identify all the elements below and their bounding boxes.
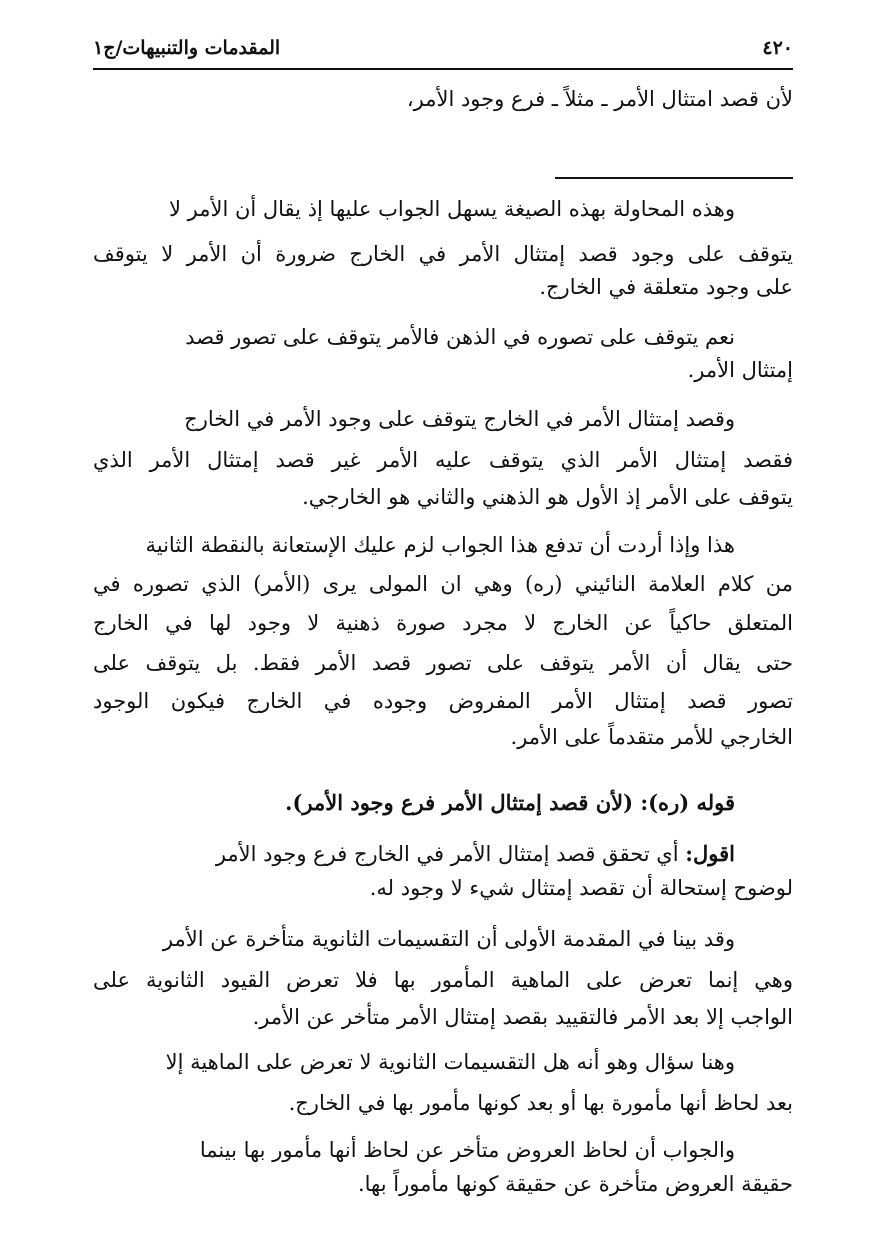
paragraph-7-line-2: حقيقة العروض متأخرة عن حقيقة كونها مأموراً بها. <box>357 1172 793 1196</box>
paragraph-5-line-2: وهي إنما تعرض على الماهية المأمور بها فلا تعرض القيود الثانوية على <box>93 968 793 992</box>
paragraph-4-line-1: هذا وإذا أردت أن تدفع هذا الجواب لزم عليك الإستعانة بالنقطة الثانية <box>145 533 735 557</box>
paragraph-1-line-2: يتوقف على وجود قصد إمتثال الأمر في الخارج ضرورة أن الأمر لا يتوقف <box>93 242 793 266</box>
paragraph-1-line-3: على وجود متعلقة في الخارج. <box>539 275 793 299</box>
comment-text: أي تحقق قصد إمتثال الأمر في الخارج فرع وجود الأمر <box>215 842 686 866</box>
paragraph-1-line-1: وهذه المحاولة بهذه الصيغة يسهل الجواب عليها إذ يقال أن الأمر لا <box>168 197 735 221</box>
paragraph-6-line-2: بعد لحاظ أنها مأمورة بها أو بعد كونها مأمور بها في الخارج. <box>288 1091 793 1115</box>
paragraph-5-line-1: وقد بينا في المقدمة الأولى أن التقسيمات الثانوية متأخرة عن الأمر <box>162 927 735 951</box>
paragraph-4-line-5: تصور قصد إمتثال الأمر المفروض وجوده في الخارج فيكون الوجود <box>93 689 793 713</box>
paragraph-5-line-3: الواجب إلا بعد الأمر فالتقييد بقصد إمتثال الأمر متأخر عن الأمر. <box>252 1005 793 1029</box>
paragraph-3-line-1: وقصد إمتثال الأمر في الخارج يتوقف على وجود الأمر في الخارج <box>184 407 735 431</box>
paragraph-3-line-3: يتوقف على الأمر إذ الأول هو الذهني والثاني هو الخارجي. <box>302 485 793 509</box>
page-number: ٤٢٠ <box>762 37 793 59</box>
page-header <box>93 28 793 70</box>
comment-line-2: لوضوح إستحالة أن تقصد إمتثال شيء لا وجود له. <box>369 876 793 900</box>
paragraph-4-line-6: الخارجي للأمر متقدماً على الأمر. <box>510 725 793 749</box>
paragraph-4-line-3: المتعلق حاكياً عن الخارج لا مجرد صورة ذهنية لا وجود لها في الخارج <box>93 611 793 635</box>
footnote-continuation: لأن قصد امتثال الأمر ـ مثلاً ـ فرع وجود الأمر، <box>406 87 793 111</box>
paragraph-2-line-1: نعم يتوقف على تصوره في الذهن فالأمر يتوقف على تصور قصد <box>185 325 735 349</box>
running-title: المقدمات والتنبيهات/ج١ <box>93 37 281 59</box>
paragraph-4-line-2: من كلام العلامة النائيني (ره) وهي ان المولى يرى (الأمر) الذي تصوره في <box>93 572 793 596</box>
quote-heading: قوله (ره): (لأن قصد إمتثال الأمر فرع وجود الأمر). <box>285 790 735 815</box>
footnote-divider <box>555 177 793 179</box>
paragraph-3-line-2: فقصد إمتثال الأمر الذي يتوقف عليه الأمر غير قصد إمتثال الأمر الذي <box>93 448 793 472</box>
paragraph-2-line-2: إمتثال الأمر. <box>687 358 793 382</box>
paragraph-6-line-1: وهنا سؤال وهو أنه هل التقسيمات الثانوية لا تعرض على الماهية إلا <box>165 1050 735 1074</box>
comment-label: اقول: <box>685 841 735 866</box>
paragraph-4-line-4: حتى يقال أن الأمر يتوقف على تصور قصد الأمر فقط. بل يتوقف على <box>93 651 793 675</box>
paragraph-7-line-1: والجواب أن لحاظ العروض متأخر عن لحاظ أنها مأمور بها بينما <box>199 1138 735 1162</box>
